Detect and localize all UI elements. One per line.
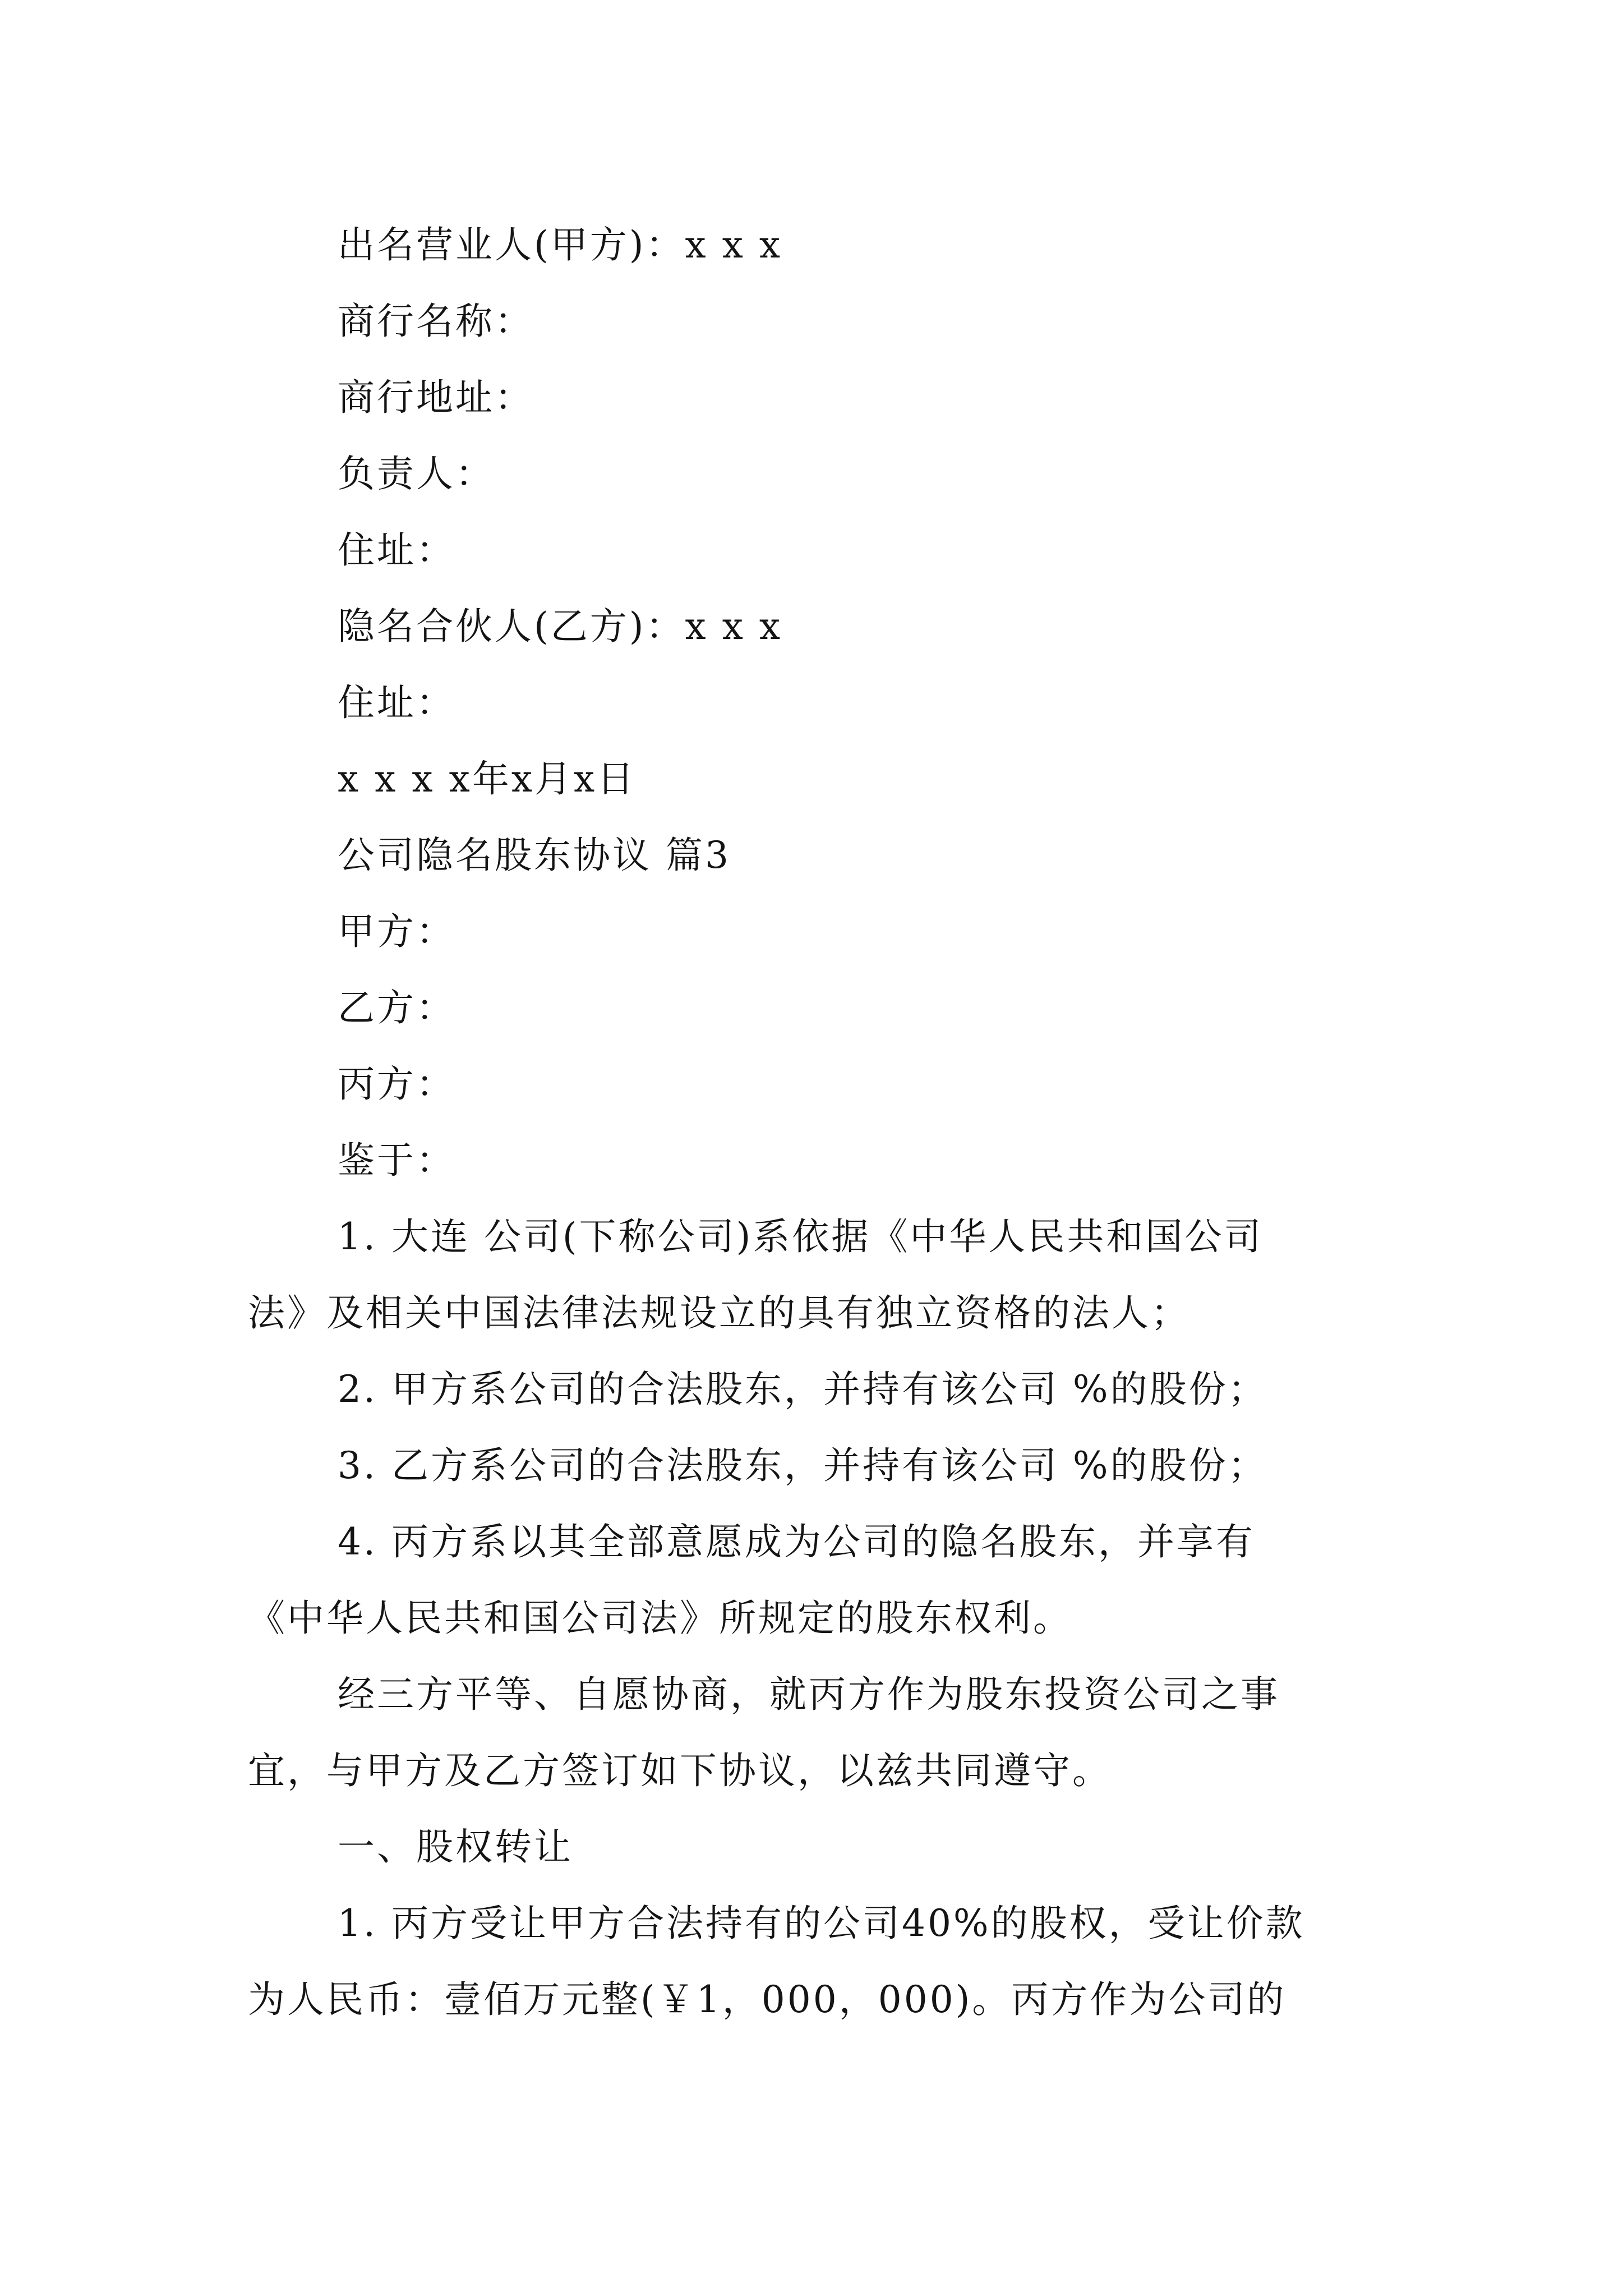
- address-line: 住址：: [338, 528, 455, 572]
- paragraph-line: 《中华人民共和国公司法》所规定的股东权利。: [248, 1596, 1072, 1640]
- paragraph-line: 4. 丙方系以其全部意愿成为公司的隐名股东，并享有: [338, 1520, 1255, 1563]
- nominal-operator-line: 出名营业人(甲方)：x x x: [338, 223, 783, 266]
- section-title: 公司隐名股东协议 篇3: [338, 834, 731, 877]
- paragraph-line: 1. 丙方受让甲方合法持有的公司40%的股权，受让价款: [338, 1902, 1305, 1945]
- party-b-line: 乙方：: [338, 986, 455, 1029]
- responsible-person-line: 负责人：: [338, 452, 495, 495]
- party-c-line: 丙方：: [338, 1062, 455, 1106]
- address-line: 住址：: [338, 681, 455, 724]
- paragraph-line: 1. 大连 公司(下称公司)系依据《中华人民共和国公司: [338, 1215, 1264, 1258]
- paragraph-line: 2. 甲方系公司的合法股东，并持有该公司 %的股份；: [338, 1368, 1267, 1411]
- paragraph-line: 宜，与甲方及乙方签订如下协议，以兹共同遵守。: [248, 1749, 1112, 1792]
- party-a-line: 甲方：: [338, 910, 455, 953]
- firm-address-line: 商行地址：: [338, 376, 534, 419]
- firm-name-line: 商行名称：: [338, 300, 534, 343]
- silent-partner-line: 隐名合伙人(乙方)：x x x: [338, 605, 783, 648]
- paragraph-line: 法》及相关中国法律法规设立的具有独立资格的法人；: [248, 1291, 1190, 1335]
- section-heading: 一、股权转让: [338, 1825, 573, 1869]
- paragraph-line: 经三方平等、自愿协商，就丙方作为股东投资公司之事: [338, 1673, 1280, 1716]
- whereas-line: 鉴于：: [338, 1139, 455, 1182]
- paragraph-line: 为人民币：壹佰万元整(￥1，000，000)。丙方作为公司的: [248, 1978, 1287, 2021]
- date-line: x x x x年x月x日: [338, 757, 637, 800]
- paragraph-line: 3. 乙方系公司的合法股东，并持有该公司 %的股份；: [338, 1444, 1267, 1487]
